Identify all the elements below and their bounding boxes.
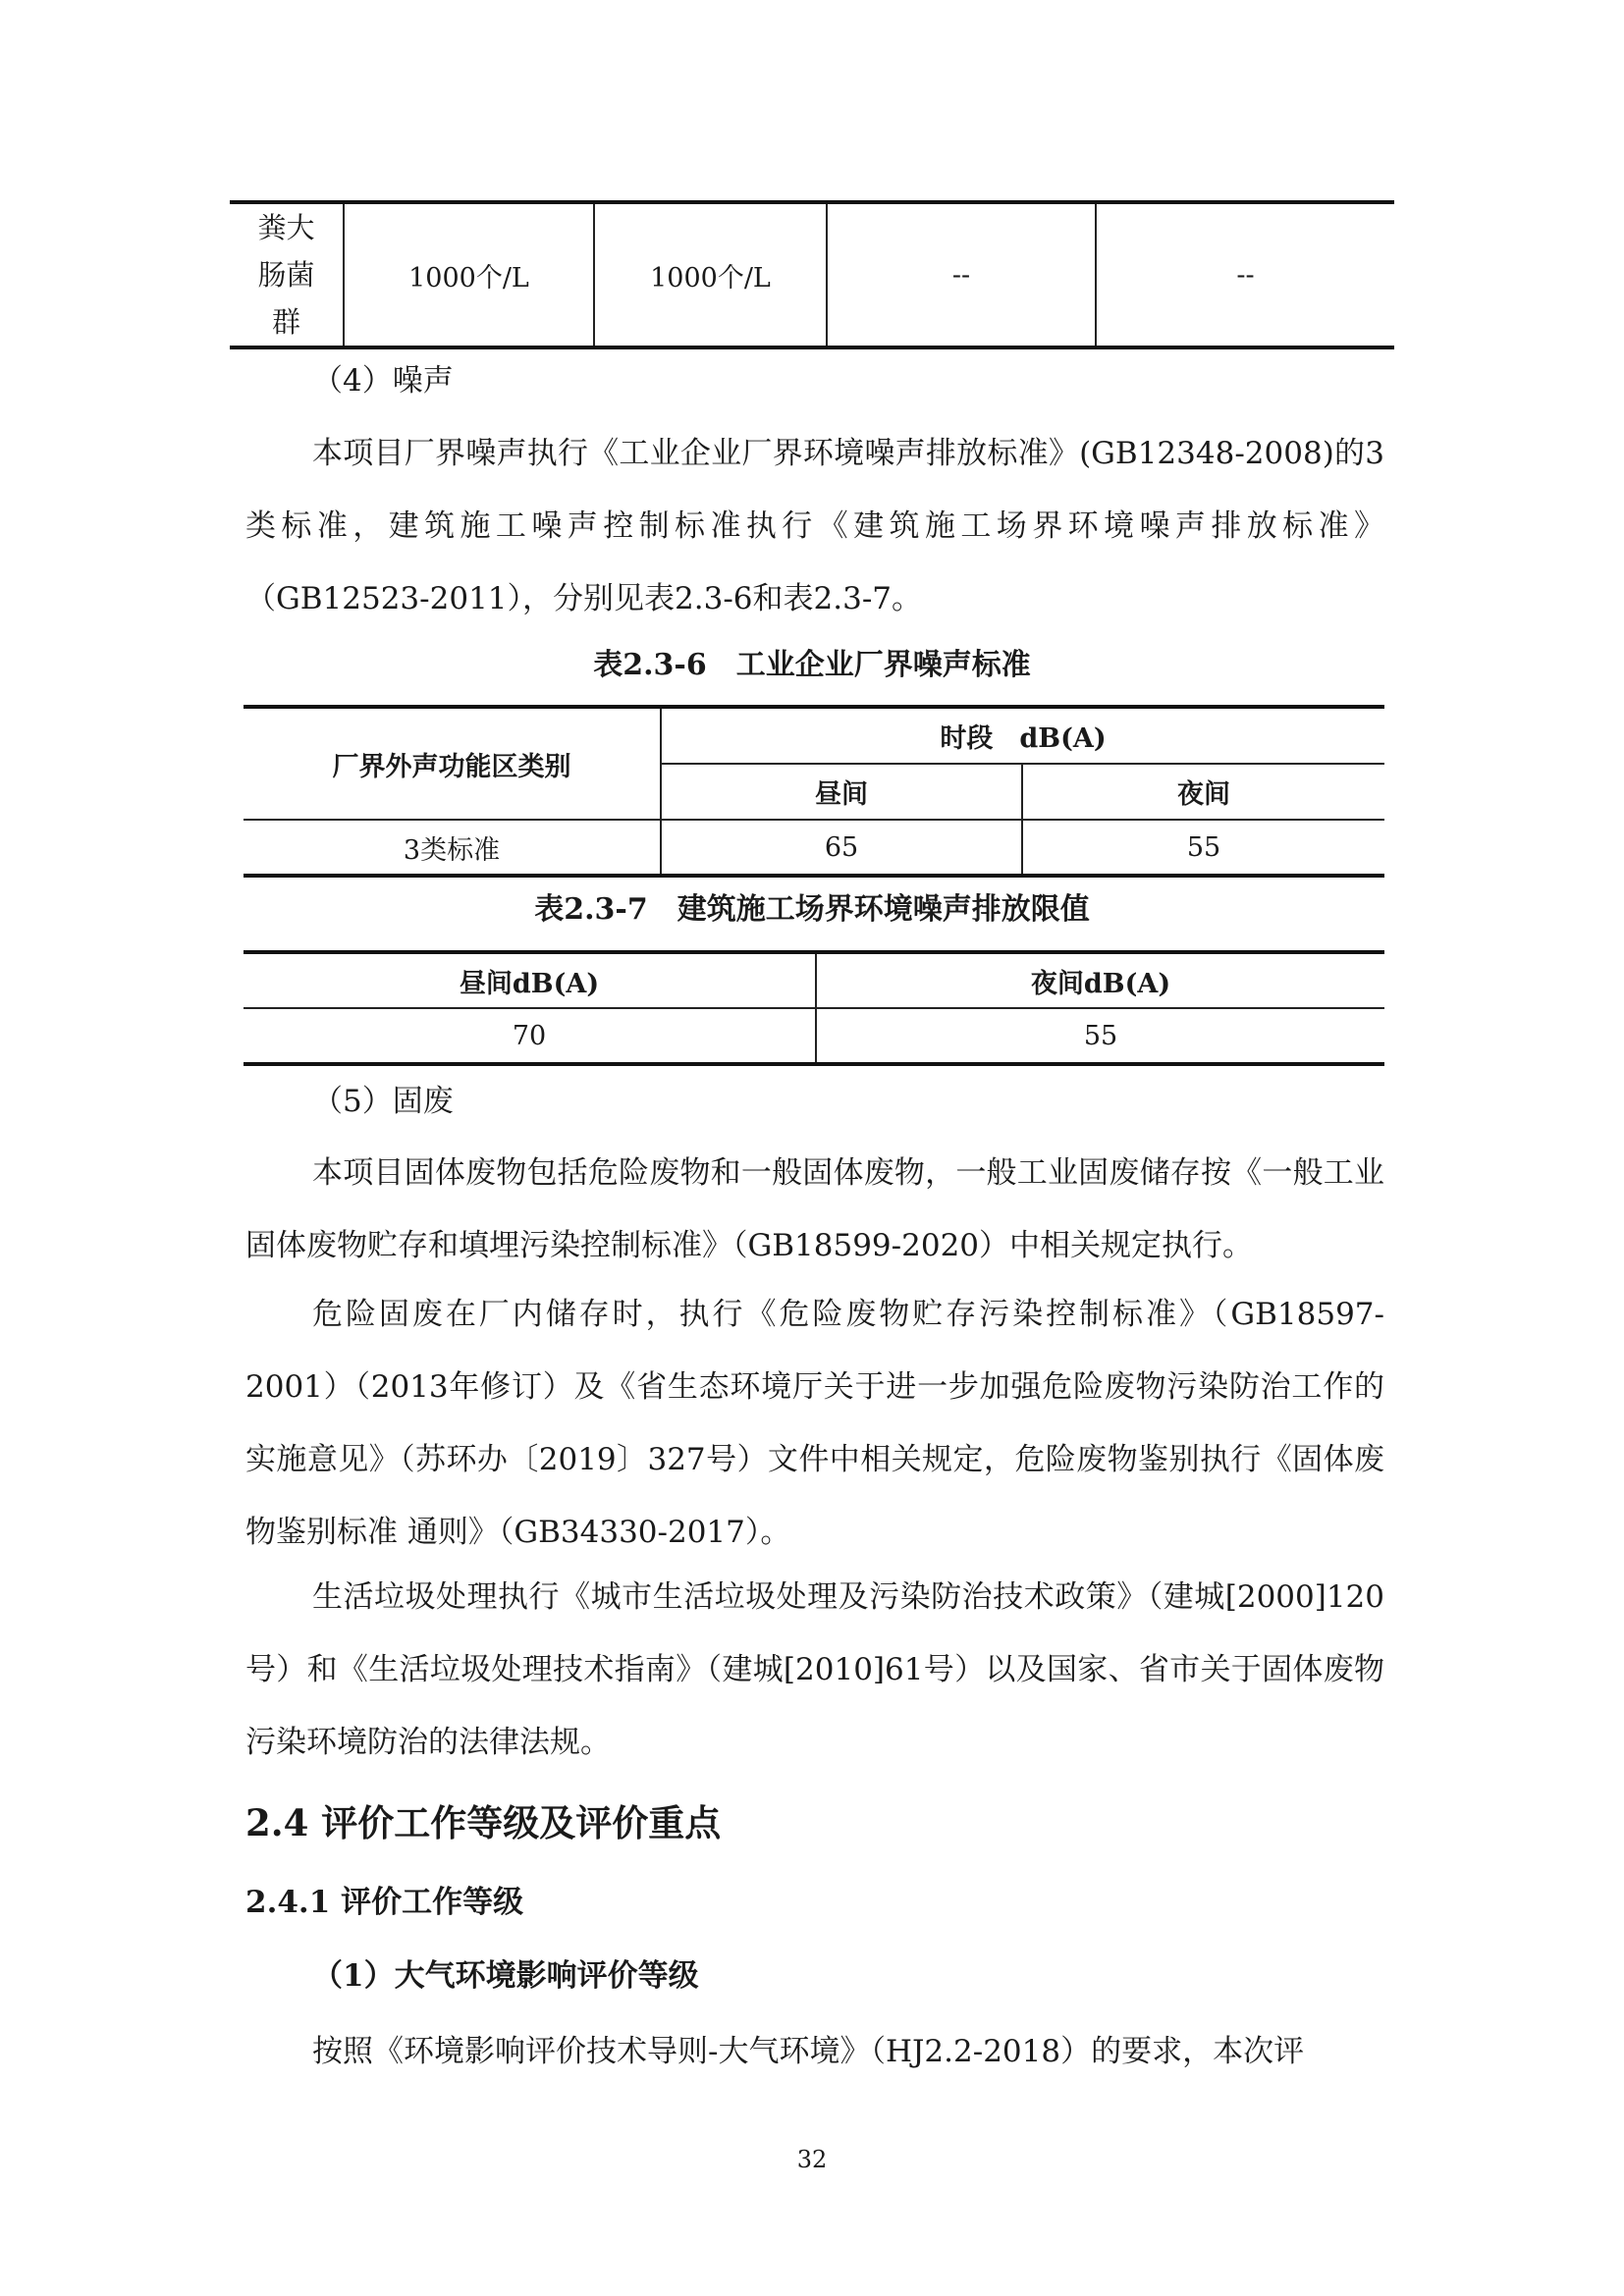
table-236-caption: 表2.3-6 工业企业厂界噪声标准 <box>593 648 1031 682</box>
table-237-caption: 表2.3-7 建筑施工场界环境噪声排放限值 <box>534 892 1090 927</box>
solid-waste-paragraph: 本项目固体废物包括危险废物和一般固体废物，一般工业固废储存按《一般工业固体废物贮存和填埋污染控制标准》（GB18599-2020）中相关规定执行。 <box>245 1155 1384 1263</box>
header-zone-category: 厂界外声功能区类别 <box>244 707 661 820</box>
hazardous-waste-paragraph: 危险固废在厂内储存时，执行《危险废物贮存污染控制标准》（GB18597-2001）（2013年修订）及《省生态环境厅关于进一步加强危险废物污染防治工作的实施意见》（苏环办〔2019〕327号）文件中相关规定，危险废物鉴别执行《固体废物鉴别标准 通则》（GB34330-2017）。 <box>245 1297 1384 1550</box>
noise-paragraph: 本项目厂界噪声执行《工业企业厂界环境噪声排放标准》(GB12348-2008)的3类标准，建筑施工噪声控制标准执行《建筑施工场界环境噪声排放标准》（GB12523-2011），分别见表2.3-6和表2.3-7。 <box>245 436 1384 616</box>
industrial-noise-table <box>244 705 1384 878</box>
table-cell: 1000个/L <box>344 202 594 347</box>
table-cell: -- <box>1096 202 1394 347</box>
domestic-waste-paragraph: 生活垃圾处理执行《城市生活垃圾处理及污染防治技术政策》（建城[2000]120号）和《生活垃圾处理技术指南》（建城[2010]61号）以及国家、省市关于固体废物污染环境防治的法律法规。 <box>245 1579 1384 1760</box>
header-day: 昼间 <box>661 764 1022 820</box>
construction-noise-table <box>244 950 1384 1066</box>
fecal-coliform-table <box>230 200 1394 349</box>
header-period: 时段 dB(A) <box>661 707 1384 764</box>
solid-waste-heading: （5）固废 <box>312 1084 454 1119</box>
item-title: （1）大气环境影响评价等级 <box>312 1958 699 1994</box>
table-cell-pollutant: 粪大肠菌群 <box>230 202 344 347</box>
header-night: 夜间dB(A) <box>816 952 1384 1008</box>
header-day: 昼间dB(A) <box>244 952 816 1008</box>
table-cell: -- <box>827 202 1096 347</box>
table-cell: 55 <box>1022 820 1384 876</box>
section-title: 2.4 评价工作等级及评价重点 <box>245 1801 722 1844</box>
table-cell: 3类标准 <box>244 820 661 876</box>
section-paragraph: 按照《环境影响评价技术导则-大气环境》（HJ2.2-2018）的要求，本次评 <box>312 2034 1305 2069</box>
table-row <box>244 820 1384 876</box>
subsection-title: 2.4.1 评价工作等级 <box>245 1885 524 1920</box>
table-cell: 70 <box>244 1008 816 1064</box>
table-cell: 55 <box>816 1008 1384 1064</box>
table-row <box>244 1008 1384 1064</box>
table-cell: 1000个/L <box>594 202 827 347</box>
noise-heading: （4）噪声 <box>312 363 454 399</box>
header-night: 夜间 <box>1022 764 1384 820</box>
page-number: 32 <box>796 2146 828 2173</box>
table-cell: 65 <box>661 820 1022 876</box>
